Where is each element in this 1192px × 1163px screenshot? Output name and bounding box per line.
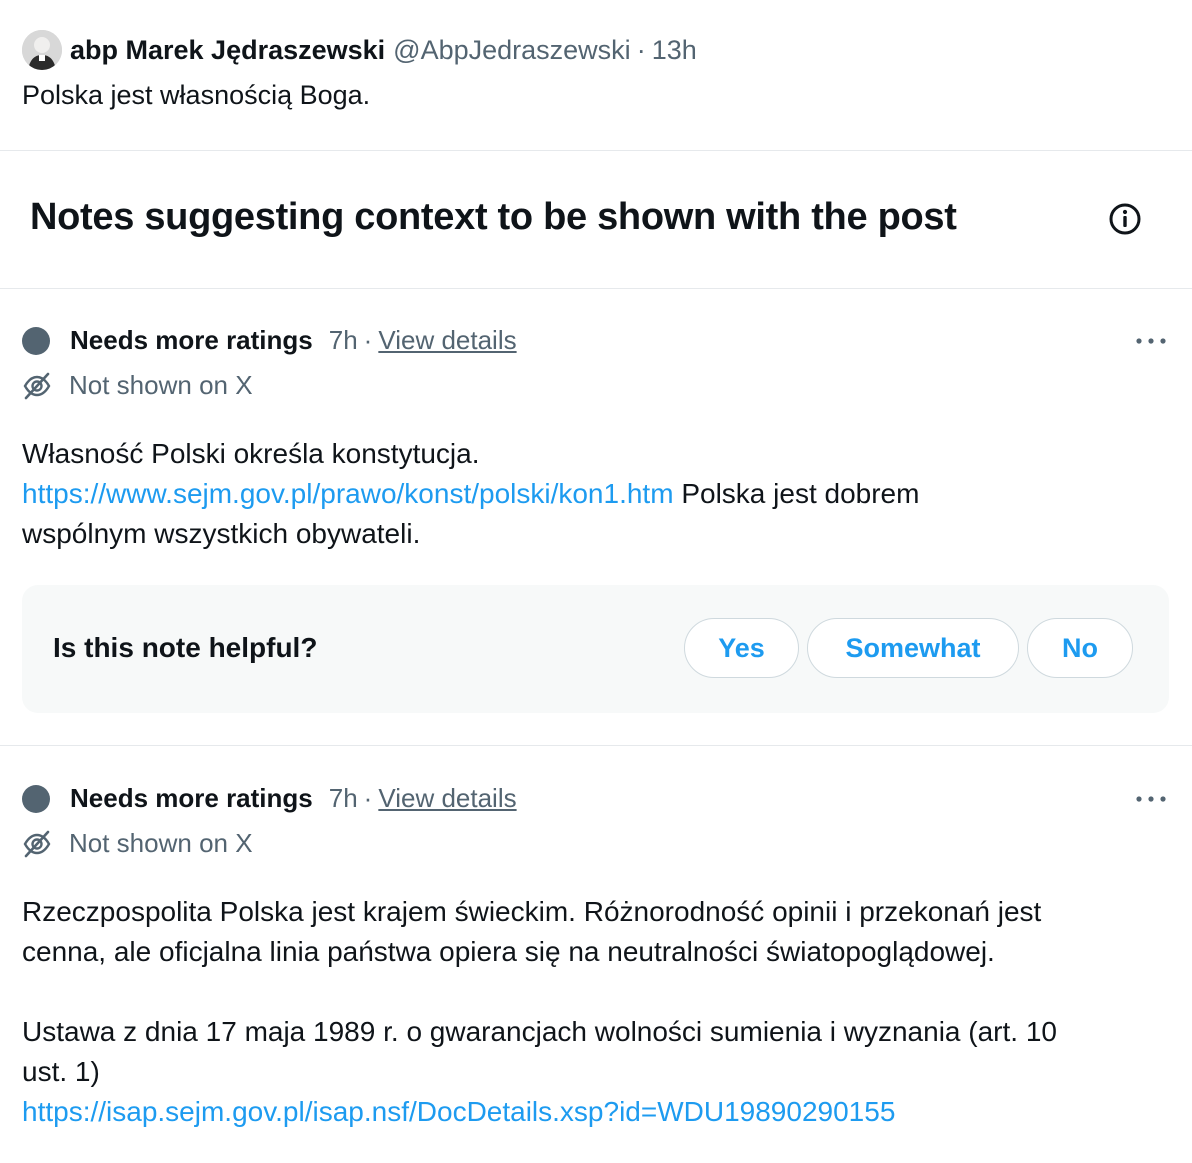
- post-header: [22, 30, 697, 70]
- note-text-line: Rzeczpospolita Polska jest krajem świeckim. Różnorodność opinii i przekonań jest: [22, 896, 1042, 927]
- view-details-link[interactable]: View details: [378, 783, 517, 813]
- view-details-link[interactable]: View details: [378, 325, 517, 355]
- note-link[interactable]: https://isap.sejm.gov.pl/isap.nsf/DocDetails.xsp?id=WDU19890290155: [22, 1096, 896, 1127]
- rating-question: Is this note helpful?: [53, 632, 318, 663]
- note-status-row: [22, 325, 517, 356]
- note-text-line: Ustawa z dnia 17 maja 1989 r. o gwarancjach wolności sumienia i wyznania (art. 10: [22, 1016, 1057, 1047]
- note-text-line: wspólnym wszystkich obywateli.: [22, 518, 421, 549]
- note-status-row: [22, 783, 517, 814]
- eye-slash-icon: [22, 829, 52, 859]
- post-author-handle[interactable]: @AbpJedraszewski: [393, 34, 631, 65]
- note-status: Needs more ratings: [70, 325, 313, 355]
- not-shown-row: [22, 828, 253, 859]
- post-time[interactable]: 13h: [651, 34, 697, 65]
- note-status: Needs more ratings: [70, 783, 313, 813]
- divider: [0, 288, 1192, 289]
- eye-slash-icon: [22, 371, 52, 401]
- post-author-name[interactable]: abp Marek Jędraszewski: [70, 34, 386, 65]
- rate-somewhat-button[interactable]: Somewhat: [807, 618, 1019, 678]
- paragraph-spacer: [22, 972, 1162, 1012]
- divider: [0, 150, 1192, 151]
- avatar[interactable]: [22, 30, 62, 70]
- separator: ·: [363, 325, 373, 355]
- section-title: Notes suggesting context to be shown with the post: [30, 196, 957, 238]
- rate-no-button[interactable]: No: [1027, 618, 1133, 678]
- note-text-line: ust. 1): [22, 1056, 100, 1087]
- not-shown-label: Not shown on X: [69, 370, 253, 400]
- status-dot-icon: [22, 327, 50, 355]
- note-time: 7h: [328, 783, 358, 813]
- note-time: 7h: [328, 325, 358, 355]
- divider: [0, 745, 1192, 746]
- note-link[interactable]: https://www.sejm.gov.pl/prawo/konst/polski/kon1.htm: [22, 478, 674, 509]
- avatar-image: [22, 30, 62, 70]
- separator: ·: [636, 34, 646, 65]
- status-dot-icon: [22, 785, 50, 813]
- more-options-icon[interactable]: [1133, 789, 1169, 809]
- note-body: [22, 434, 1162, 554]
- note-text-line: Własność Polski określa konstytucja.: [22, 438, 480, 469]
- not-shown-label: Not shown on X: [69, 828, 253, 858]
- note-text-line: [22, 474, 1162, 514]
- more-options-icon[interactable]: [1133, 331, 1169, 351]
- note-body: [22, 892, 1162, 1132]
- not-shown-row: [22, 370, 253, 401]
- separator: ·: [363, 783, 373, 813]
- note-text: Polska jest dobrem: [673, 478, 920, 509]
- note-text-line: cenna, ale oficjalna linia państwa opiera się na neutralności światopoglądowej.: [22, 936, 995, 967]
- rating-box: [22, 585, 1169, 713]
- post-text: Polska jest własnością Boga.: [22, 80, 371, 110]
- info-circle-icon[interactable]: [1107, 201, 1143, 237]
- rate-yes-button[interactable]: Yes: [684, 618, 799, 678]
